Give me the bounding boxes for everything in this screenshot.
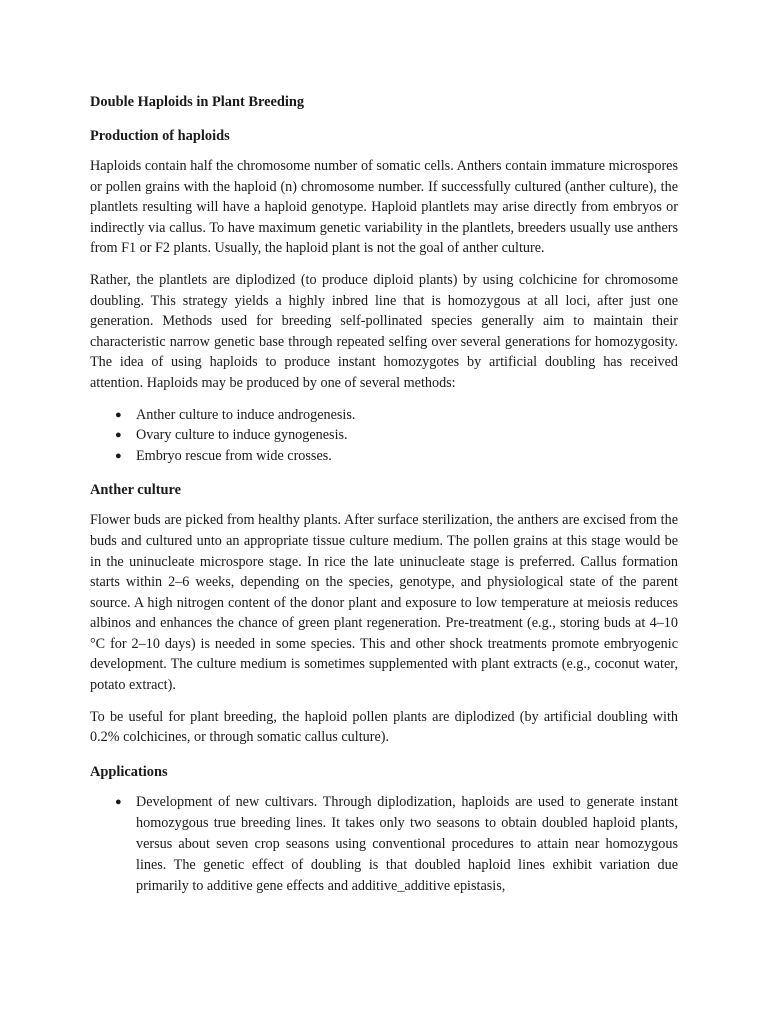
paragraph-production-1: Haploids contain half the chromosome number of somatic cells. Anthers contain immature microspores or pollen grains with the haploid (n) chromosome number. If successfully cultured (anther culture), the plantlets resulting will have a haploid genotype. Haploid plantlets may arise directly from embryos or indirectly via callus. To have maximum genetic variability in the plantlets, breeders usually use anthers from F1 or F2 plants. Usually, the haploid plant is not the goal of anther culture.	[90, 158, 678, 257]
document-title: Double Haploids in Plant Breeding	[90, 94, 305, 110]
list-item	[90, 446, 678, 467]
paragraph-anther-1: Flower buds are picked from healthy plants. After surface sterilization, the anthers are excised from the buds and cultured unto an appropriate tissue culture medium. The pollen grains at this stage would be in the uninucleate microspore stage. In rice the late uninucleate stage is preferred. Callus formation starts within 2–6 weeks, depending on the species, genotype, and physiological state of the parent source. A high nitrogen content of the donor plant and exposure to low temperature at meiosis reduces albinos and enhances the chance of green plant regeneration. Pre-treatment (e.g., storing buds at 4–10 °C for 2–10 days) is needed in some species. This and other shock treatments promote embryogenic development. The culture medium is sometimes supplemented with plant extracts (e.g., coconut water, potato extract).	[90, 512, 678, 694]
list-item-text: Development of new cultivars. Through diplodization, haploids are used to generate instant homozygous true breeding lines. It takes only two seasons to obtain doubled haploid plants, versus about seven crop seasons using conventional procedures to attain near homozygous lines. The genetic effect of doubling is that doubled haploid lines exhibit variation due primarily to additive gene effects and additive_additive epistasis,	[136, 793, 678, 894]
bullet-icon: ●	[115, 429, 122, 442]
list-item-text: Embryo rescue from wide crosses.	[136, 447, 332, 464]
bullet-icon: ●	[115, 449, 122, 462]
list-item	[90, 792, 678, 897]
section-heading-applications: Applications	[90, 763, 168, 780]
list-item-text: Ovary culture to induce gynogenesis.	[136, 427, 348, 444]
bullet-icon: ●	[115, 408, 122, 421]
bullet-icon: ●	[115, 795, 122, 808]
applications-list	[90, 792, 678, 897]
section-heading-production: Production of haploids	[90, 128, 230, 144]
section-heading-anther-culture: Anther culture	[90, 482, 182, 499]
methods-list	[90, 405, 678, 467]
paragraph-production-2: Rather, the plantlets are diplodized (to produce diploid plants) by using colchicine for chromosome doubling. This strategy yields a highly inbred line that is homozygous at all loci, after just one generation. Methods used for breeding self-pollinated species generally aim to maintain their characteristic narrow genetic base through repeated selfing over several generations for homozygosity. The idea of using haploids to produce instant homozygotes by artificial doubling has received attention. Haploids may be produced by one of several methods:	[90, 271, 678, 391]
list-item	[90, 405, 678, 426]
list-item-text: Anther culture to induce androgenesis.	[136, 406, 356, 423]
list-item	[90, 425, 678, 446]
document-body	[90, 92, 678, 897]
paragraph-anther-2: To be useful for plant breeding, the haploid pollen plants are diplodized (by artificial doubling with 0.2% colchicines, or through somatic callus culture).	[90, 708, 678, 746]
